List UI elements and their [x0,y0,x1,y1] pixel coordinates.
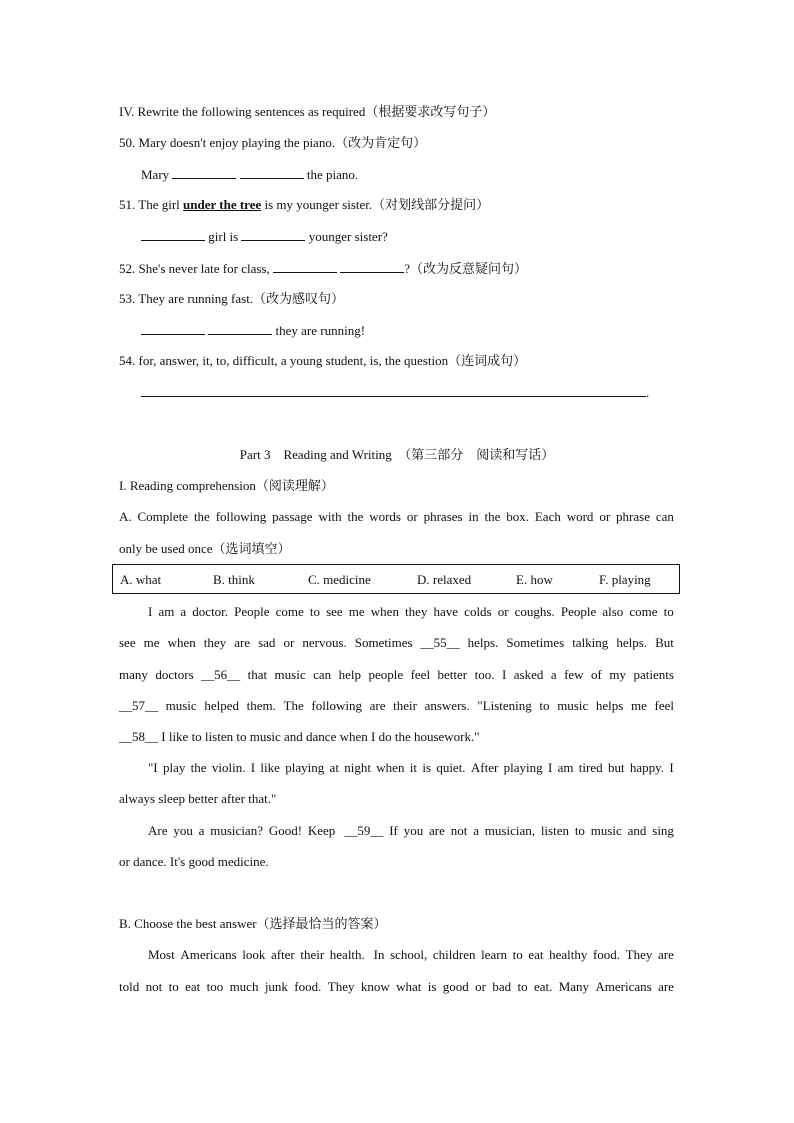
word: passage [272,509,313,524]
word: People [560,604,597,619]
word: play [162,760,186,775]
answer-blank[interactable] [208,322,272,335]
answer-blank[interactable] [141,322,205,335]
word: Sometimes [354,635,413,650]
word: that [247,667,268,682]
word: few [564,667,584,682]
word: Good! [268,823,303,838]
word: learn [481,947,508,962]
word: can [313,667,332,682]
word: happy. [629,760,665,775]
word: are [429,823,445,838]
q53-prompt: 53. They are running fast.（改为感叹句） [119,291,345,306]
section4-heading: IV. Rewrite the following sentences as required（根据要求改写句子） [119,104,496,119]
word: told [119,979,140,994]
passage-line: always sleep better after that." [119,791,277,806]
word: but [607,760,625,775]
option-d: D. relaxed [417,572,472,587]
option-b: B. think [213,572,255,587]
word-bank-box [112,564,680,594]
word: or [283,635,295,650]
word: what [396,979,422,994]
word: and [627,823,647,838]
word: the [190,760,207,775]
q51-start: 51. The girl [119,197,180,212]
word: After [470,760,499,775]
word: A. [119,509,132,524]
word: Sometimes [506,635,565,650]
word: doctor. [192,604,229,619]
word: music [590,823,622,838]
answer-blank[interactable] [141,384,646,397]
q53-answer-end: they are running! [275,323,366,338]
q50-answer-start: Mary [141,167,170,182]
word: am [557,760,574,775]
word: following [311,698,362,713]
word: musician? [210,823,263,838]
word: to [663,604,674,619]
word: have [433,604,459,619]
word: health. [329,947,365,962]
word: eat [528,947,544,962]
word: to [168,979,179,994]
word: musician, [484,823,535,838]
word: me [630,698,647,713]
word: I [148,604,153,619]
word: Americans [180,947,237,962]
word: too. [474,667,495,682]
q51-answer-end: younger sister? [308,229,388,244]
word: They [625,947,653,962]
word: eat. [533,979,553,994]
q51-prompt [119,197,489,213]
q50-prompt: 50. Mary doesn't enjoy playing the piano.（改为肯定句） [119,135,427,150]
sectionB-heading: B. Choose the best answer（选择最恰当的答案） [119,916,387,931]
q52-prompt [119,260,527,277]
passage-line [148,760,674,776]
word: phrases [423,509,463,524]
word: sing [652,823,674,838]
word: they [405,604,428,619]
word: music [274,667,306,682]
word: too [206,979,224,994]
word: __56__ [201,667,241,682]
q54-answer-line [141,384,649,401]
word: them. [246,698,276,713]
word: am [158,604,175,619]
q52-end: ?（改为反意疑问句） [404,261,527,276]
word: is [422,760,431,775]
word: they [203,635,227,650]
word: coughs. [514,604,555,619]
word: are [234,635,251,650]
word: Keep [307,823,336,838]
passage-line [119,635,674,651]
word: can [655,509,674,524]
word: listen [540,823,569,838]
word: with [318,509,342,524]
word: feel [654,698,674,713]
word: __55__ [420,635,460,650]
word: a [473,823,479,838]
word: The [283,698,304,713]
word: to [574,823,585,838]
q51-answer-mid: girl is [208,229,239,244]
q51-underlined-phrase: under the tree [183,197,262,212]
answer-blank[interactable] [141,228,205,241]
word: much [229,979,259,994]
q53-answer-line [141,322,365,339]
word: phrase [616,509,650,524]
word: __57__ [119,698,158,713]
word: asked [513,667,544,682]
word: People [234,604,270,619]
q51-answer-line [141,228,388,245]
word: feel [410,667,431,682]
word: Americans [595,979,652,994]
word: playing [503,760,543,775]
passage-line: or dance. It's good medicine. [119,854,269,869]
option-f: F. playing [599,572,651,587]
word: it [409,760,418,775]
word: patients [633,667,674,682]
word: people [368,667,404,682]
word: at [329,760,339,775]
word: words [369,509,401,524]
word: also [602,604,624,619]
word: I [547,760,553,775]
passage-line [148,604,674,620]
word: word [566,509,594,524]
passage-line [119,979,674,995]
word: food. [294,979,322,994]
word: me [348,604,365,619]
word: box. [506,509,529,524]
word: their [393,698,417,713]
word: help [338,667,361,682]
word: a [180,604,187,619]
answer-blank[interactable] [172,166,236,179]
word: many [119,667,148,682]
answer-blank[interactable] [340,260,404,273]
word: talking [572,635,609,650]
word: come [275,604,304,619]
passage-line [148,823,674,839]
word: after [270,947,295,962]
word: a [550,667,557,682]
word: is [427,979,437,994]
word: or [599,509,611,524]
word: to [512,947,523,962]
word: look [242,947,266,962]
answer-blank[interactable] [241,228,305,241]
word: helps. [616,635,648,650]
part3-title: Part 3 Reading and Writing （第三部分 阅读和写话） [239,447,555,462]
word: helps [595,698,624,713]
word: "I [148,760,158,775]
word: I [501,667,507,682]
word: me [143,635,160,650]
word: I [250,760,256,775]
word: are [369,698,386,713]
word: sad [258,635,276,650]
word: They [327,979,355,994]
q50-answer-line [141,166,358,183]
reading-heading: I. Reading comprehension（阅读理解） [119,478,334,493]
word: not [145,979,163,994]
q50-answer-end: the piano. [306,167,359,182]
word: Complete [137,509,189,524]
answer-blank[interactable] [240,166,304,179]
word: night [344,760,371,775]
word: come [629,604,658,619]
word: to [539,698,550,713]
word: If [389,823,398,838]
q51-end: is my younger sister.（对划线部分提问） [264,197,490,212]
option-c: C. medicine [308,572,371,587]
word: see [119,635,136,650]
word: see [326,604,343,619]
word: to [309,604,320,619]
word: music [557,698,589,713]
word: Each [534,509,561,524]
word: food. [592,947,621,962]
word: eat [185,979,201,994]
word: good [442,979,469,994]
word: of [591,667,602,682]
word: are [657,947,674,962]
word: children [432,947,476,962]
q54-prompt: 54. for, answer, it, to, difficult, a young student, is, the question（连词成句） [119,353,527,368]
word: tired [578,760,603,775]
word: like [260,760,280,775]
word: __59__ [341,823,384,838]
option-a: A. what [120,572,162,587]
word: playing [285,760,325,775]
word: quiet. [436,760,466,775]
word: violin. [211,760,246,775]
word: bad [492,979,512,994]
word: answers. [424,698,470,713]
passage-line: __58__ I like to listen to music and dance when I do the housework." [119,729,480,744]
word: In [370,947,385,962]
word: when [376,760,405,775]
word: Are [148,823,168,838]
word: or [406,509,418,524]
word: "Listening [477,698,532,713]
option-e: E. how [516,572,553,587]
word: know [360,979,390,994]
word: are [658,979,674,994]
word: in [468,509,479,524]
passage-line [119,667,674,683]
word: But [655,635,674,650]
passage-line [148,947,674,963]
word: the [484,509,501,524]
word: you [173,823,193,838]
q52-start: 52. She's never late for class, [119,261,270,276]
answer-blank[interactable] [273,260,337,273]
word: better [437,667,468,682]
word: junk [264,979,288,994]
word: music [165,698,197,713]
word: Most [148,947,175,962]
passage-line [119,698,674,714]
word: following [215,509,267,524]
word: you [403,823,424,838]
word: when [167,635,196,650]
sectionA-instruction-line1 [119,509,674,525]
word: to [517,979,528,994]
word: helps. [467,635,499,650]
word: helped [204,698,239,713]
word: doctors [155,667,194,682]
word: their [300,947,325,962]
word: Many [558,979,590,994]
word: when [370,604,399,619]
sectionA-instruction-line2: only be used once（选词填空） [119,541,291,556]
word: nervous. [302,635,347,650]
word: colds [464,604,492,619]
word: school, [390,947,428,962]
word: not [450,823,468,838]
word: the [347,509,364,524]
word: healthy [549,947,588,962]
word: a [198,823,205,838]
word: or [497,604,509,619]
word: I [669,760,674,775]
word: my [609,667,626,682]
q54-answer-end: . [646,385,650,400]
word: or [475,979,486,994]
word: the [193,509,210,524]
